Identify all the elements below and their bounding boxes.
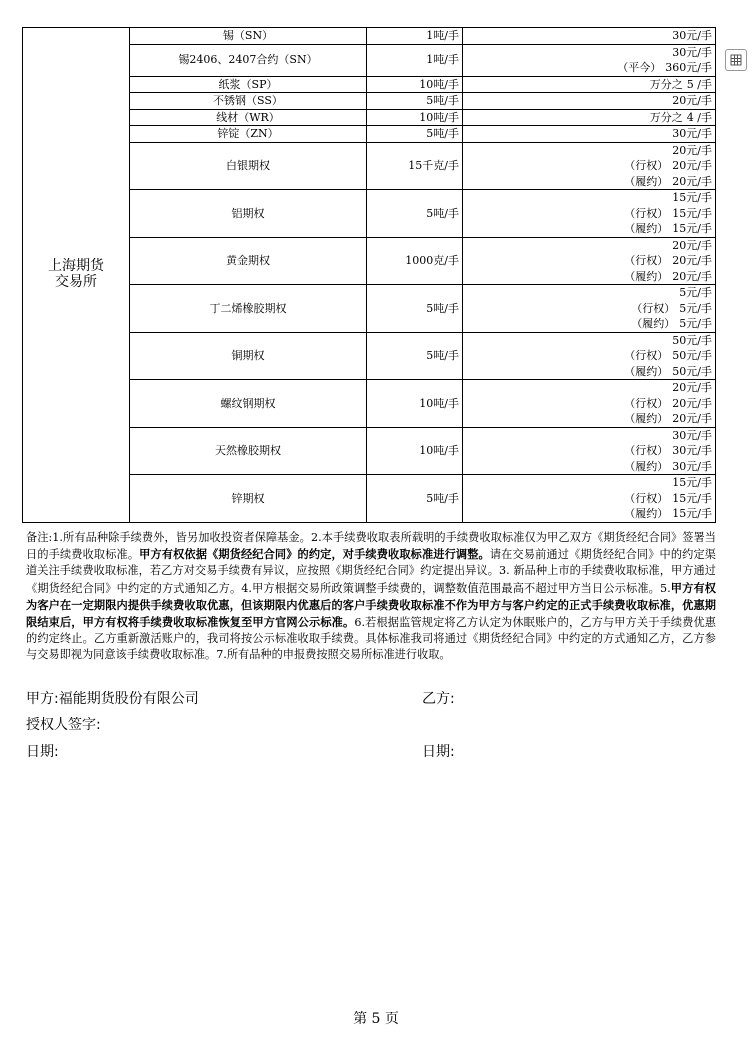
fee-line <box>466 380 712 396</box>
fee-qualifier: （履约） <box>624 459 669 473</box>
fee-cell <box>463 109 716 126</box>
authorized-signature-label: 授权人签字: <box>26 717 101 733</box>
product-name: 锌期权 <box>130 475 367 523</box>
fee-cell <box>463 93 716 110</box>
fee-value: 5 /手 <box>686 77 712 91</box>
fee-value: 20元/手 <box>672 412 712 425</box>
fee-qualifier: （行权） <box>631 301 676 315</box>
product-name: 铜期权 <box>130 332 367 380</box>
fee-table <box>22 27 716 523</box>
fee-value: 15元/手 <box>672 206 712 220</box>
fee-line <box>466 77 712 93</box>
trading-unit: 1吨/手 <box>367 28 463 45</box>
fee-value: 20元/手 <box>672 254 712 267</box>
fee-value: 20元/手 <box>672 269 712 283</box>
fee-value: 20元/手 <box>672 94 712 107</box>
fee-line <box>466 506 712 522</box>
table-tool-icon[interactable] <box>725 49 747 71</box>
fee-line <box>466 285 712 301</box>
product-name: 纸浆（SP） <box>130 76 367 93</box>
fee-line <box>466 396 712 412</box>
fee-cell <box>463 76 716 93</box>
fee-line <box>466 443 712 459</box>
fee-value: 50元/手 <box>672 333 712 347</box>
fee-qualifier: （履约） <box>624 269 669 283</box>
fee-qualifier: （履约） <box>631 317 676 330</box>
date-b-label: 日期: <box>422 744 455 760</box>
product-name: 锡2406、2407合约（SN） <box>130 44 367 76</box>
fee-qualifier: 万分之 <box>649 77 683 91</box>
product-name: 锡（SN） <box>130 28 367 45</box>
fee-value: 20元/手 <box>672 143 712 157</box>
fee-value: 20元/手 <box>672 381 712 394</box>
table-row <box>23 28 716 45</box>
fee-line <box>466 174 712 190</box>
fee-qualifier: （履约） <box>624 364 669 378</box>
party-b-label: 乙方: <box>422 691 455 707</box>
fee-line <box>466 190 712 206</box>
fee-cell <box>463 44 716 76</box>
fee-value: 15元/手 <box>672 491 712 505</box>
fee-value: 30元/手 <box>672 444 712 457</box>
fee-line <box>466 459 712 475</box>
fee-line <box>466 158 712 174</box>
fee-qualifier: （行权） <box>624 159 669 172</box>
fee-value: 50元/手 <box>672 364 712 378</box>
fee-qualifier: （行权） <box>624 206 669 220</box>
fee-value: 15元/手 <box>672 507 712 520</box>
fee-qualifier: （履约） <box>624 507 669 520</box>
fee-line <box>466 93 712 109</box>
fee-value: 15元/手 <box>672 222 712 235</box>
product-name: 锌锭（ZN） <box>130 126 367 143</box>
fee-value: 4 /手 <box>686 110 712 124</box>
fee-value: 5元/手 <box>679 301 712 315</box>
fee-value: 20元/手 <box>672 174 712 188</box>
fee-qualifier: （履约） <box>624 412 669 425</box>
product-name: 铝期权 <box>130 190 367 238</box>
fee-qualifier: （行权） <box>624 491 669 505</box>
fee-line <box>466 316 712 332</box>
remarks-bold-segment: 甲方有权为客户在一定期限内提供手续费收取优惠，但该期限内优惠后的客户手续费收取标准不作为甲方与客户约定的正式手续费收取标准，优惠期限结束后，甲方有权将手续费收取标准恢复至甲方官网公示标准。 <box>26 580 716 630</box>
fee-cell <box>463 190 716 238</box>
fee-qualifier: （履约） <box>624 222 669 235</box>
product-name: 天然橡胶期权 <box>130 427 367 475</box>
remarks-segment: 请在交易前通过《期货经纪合同》中的约定渠道关注手续费收取标准，若乙方对交易手续费有异议，应按照《期货经纪合同》约定提出异议。3. 新品种上市的手续费收取标准，甲方通过《期货经纪合同》中约定的方式通知乙方。4.甲方根据交易所政策调整手续费的，调整数值范围最高不超过甲方当日公示标准。5. <box>26 548 716 595</box>
page-number: 第 5 页 <box>353 1011 399 1027</box>
product-name: 白银期权 <box>130 142 367 190</box>
trading-unit: 5吨/手 <box>367 126 463 143</box>
fee-line <box>466 60 712 76</box>
trading-unit: 5吨/手 <box>367 93 463 110</box>
remarks-bold-segment: 甲方有权依据《期货经纪合同》的约定，对手续费收取标准进行调整。 <box>139 547 490 562</box>
fee-line <box>466 206 712 222</box>
trading-unit: 10吨/手 <box>367 109 463 126</box>
fee-qualifier: （行权） <box>624 396 669 410</box>
fee-line <box>466 221 712 237</box>
trading-unit: 10吨/手 <box>367 427 463 475</box>
fee-cell <box>463 28 716 45</box>
exchange-name: 上海期货 交易所 <box>23 28 130 523</box>
trading-unit: 5吨/手 <box>367 332 463 380</box>
fee-qualifier: （平今） <box>617 61 662 74</box>
fee-line <box>466 491 712 507</box>
fee-line <box>466 348 712 364</box>
trading-unit: 15千克/手 <box>367 142 463 190</box>
trading-unit: 1000克/手 <box>367 237 463 285</box>
fee-line <box>466 428 712 444</box>
trading-unit: 10吨/手 <box>367 380 463 428</box>
fee-line <box>466 364 712 380</box>
fee-line <box>466 301 712 317</box>
party-a-label: 甲方:福能期货股份有限公司 <box>26 691 199 707</box>
fee-qualifier: （行权） <box>624 254 669 267</box>
fee-value: 30元/手 <box>672 459 712 473</box>
fee-line <box>466 143 712 159</box>
fee-value: 50元/手 <box>672 349 712 362</box>
remarks-paragraph <box>26 530 716 664</box>
fee-cell <box>463 475 716 523</box>
fee-value: 30元/手 <box>672 428 712 442</box>
trading-unit: 1吨/手 <box>367 44 463 76</box>
fee-line <box>466 110 712 126</box>
fee-line <box>466 28 712 44</box>
fee-line <box>466 333 712 349</box>
fee-value: 30元/手 <box>672 127 712 140</box>
fee-qualifier: （行权） <box>624 444 669 457</box>
fee-cell <box>463 332 716 380</box>
fee-value: 30元/手 <box>672 45 712 59</box>
remarks-segment: 备注:1.所有品种除手续费外，皆另加收投资者保障基金。2.本手续费收取表所载明的手续费收取标准仅为甲乙双方《期货经纪合同》签署当日的手续费收取标准。 <box>26 531 716 562</box>
product-name: 螺纹钢期权 <box>130 380 367 428</box>
fee-value: 5元/手 <box>679 286 712 299</box>
product-name: 不锈钢（SS） <box>130 93 367 110</box>
fee-line <box>466 253 712 269</box>
fee-qualifier: （行权） <box>624 349 669 362</box>
fee-line <box>466 238 712 254</box>
fee-value: 20元/手 <box>672 238 712 252</box>
fee-cell <box>463 237 716 285</box>
fee-value: 20元/手 <box>672 159 712 172</box>
trading-unit: 5吨/手 <box>367 190 463 238</box>
fee-value: 360元/手 <box>665 61 712 74</box>
fee-value: 5元/手 <box>679 317 712 330</box>
trading-unit: 10吨/手 <box>367 76 463 93</box>
fee-line <box>466 411 712 427</box>
fee-value: 30元/手 <box>672 29 712 42</box>
fee-table-body <box>23 28 716 523</box>
fee-value: 15元/手 <box>672 191 712 204</box>
product-name: 线材（WR） <box>130 109 367 126</box>
date-a-label: 日期: <box>26 744 59 760</box>
fee-cell <box>463 285 716 333</box>
trading-unit: 5吨/手 <box>367 475 463 523</box>
fee-cell <box>463 142 716 190</box>
fee-value: 15元/手 <box>672 476 712 489</box>
product-name: 黄金期权 <box>130 237 367 285</box>
fee-line <box>466 126 712 142</box>
fee-line <box>466 475 712 491</box>
fee-qualifier: （履约） <box>624 174 669 188</box>
trading-unit: 5吨/手 <box>367 285 463 333</box>
product-name: 丁二烯橡胶期权 <box>130 285 367 333</box>
fee-cell <box>463 126 716 143</box>
remarks-segment: 6.若根据监管规定将乙方认定为休眠账户的，乙方与甲方关于手续费优惠的约定终止。乙方重新激活账户的，我司将按公示标准收取手续费。具体标准我司将通过《期货经纪合同》中约定的方式通知乙方，乙方参与交易即视为同意该手续费收取标准。7.所有品种的申报费按照交易所标准进行收取。 <box>26 616 716 662</box>
fee-cell <box>463 427 716 475</box>
fee-cell <box>463 380 716 428</box>
fee-qualifier: 万分之 <box>649 110 683 124</box>
fee-line <box>466 45 712 61</box>
fee-value: 20元/手 <box>672 396 712 410</box>
fee-line <box>466 269 712 285</box>
